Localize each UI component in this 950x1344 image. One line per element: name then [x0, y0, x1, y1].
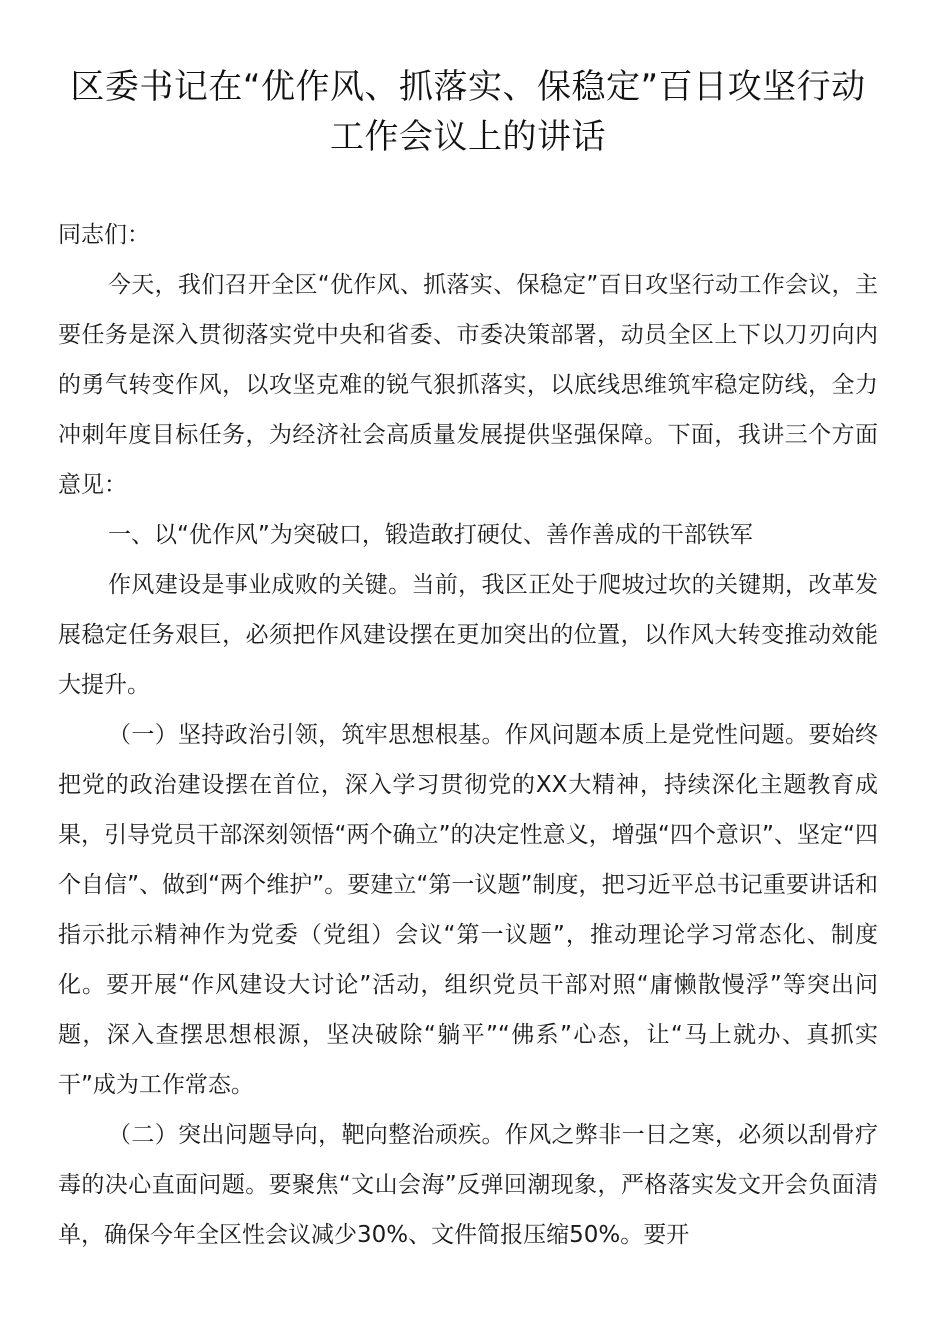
- paragraph-section-1-intro: 作风建设是事业成败的关键。当前，我区正处于爬坡过坎的关键期，改革发展稳定任务艰巨，必须把作风建设摆在更加突出的位置，以作风大转变推动效能大提升。: [58, 572, 878, 698]
- paragraph-intro: 今天，我们召开全区“优作风、抓落实、保稳定”百日攻坚行动工作会议，主要任务是深入贯彻落实党中央和省委、市委决策部署，动员全区上下以刀刃向内的勇气转变作风，以攻坚克难的锐气狠抓落实，以底线思维筑牢稳定防线，全力冲刺年度目标任务，为经济社会高质量发展提供坚强保障。下面，我讲三个方面意见：: [58, 272, 878, 498]
- section-heading-1: 一、以“优作风”为突破口，锻造敢打硬仗、善作善成的干部铁军: [108, 522, 753, 548]
- document-title: 区委书记在“优作风、抓落实、保稳定”百日攻坚行动工作会议上的讲话: [70, 67, 866, 157]
- paragraph-subsection-2: （二）突出问题导向，靶向整治顽疾。作风之弊非一日之寒，必须以刮骨疗毒的决心直面问题。要聚焦“文山会海”反弹回潮现象，严格落实发文开会负面清单，确保今年全区性会议减少30%、文件简报压缩50%。要开: [58, 1122, 878, 1248]
- salutation: 同志们：: [58, 222, 150, 248]
- document-body: [58, 210, 878, 1260]
- paragraph-subsection-1: （一）坚持政治引领，筑牢思想根基。作风问题本质上是党性问题。要始终把党的政治建设摆在首位，深入学习贯彻党的XX大精神，持续深化主题教育成果，引导党员干部深刻领悟“两个确立”的决定性意义，增强“四个意识”、坚定“四个自信”、做到“两个维护”。要建立“第一议题”制度，把习近平总书记重要讲话和指示批示精神作为党委（党组）会议“第一议题”，推动理论学习常态化、制度化。要开展“作风建设大讨论”活动，组织党员干部对照“庸懒散慢浮”等突出问题，深入查摆思想根源，坚决破除“躺平”“佛系”心态，让“马上就办、真抓实干”成为工作常态。: [58, 722, 878, 1098]
